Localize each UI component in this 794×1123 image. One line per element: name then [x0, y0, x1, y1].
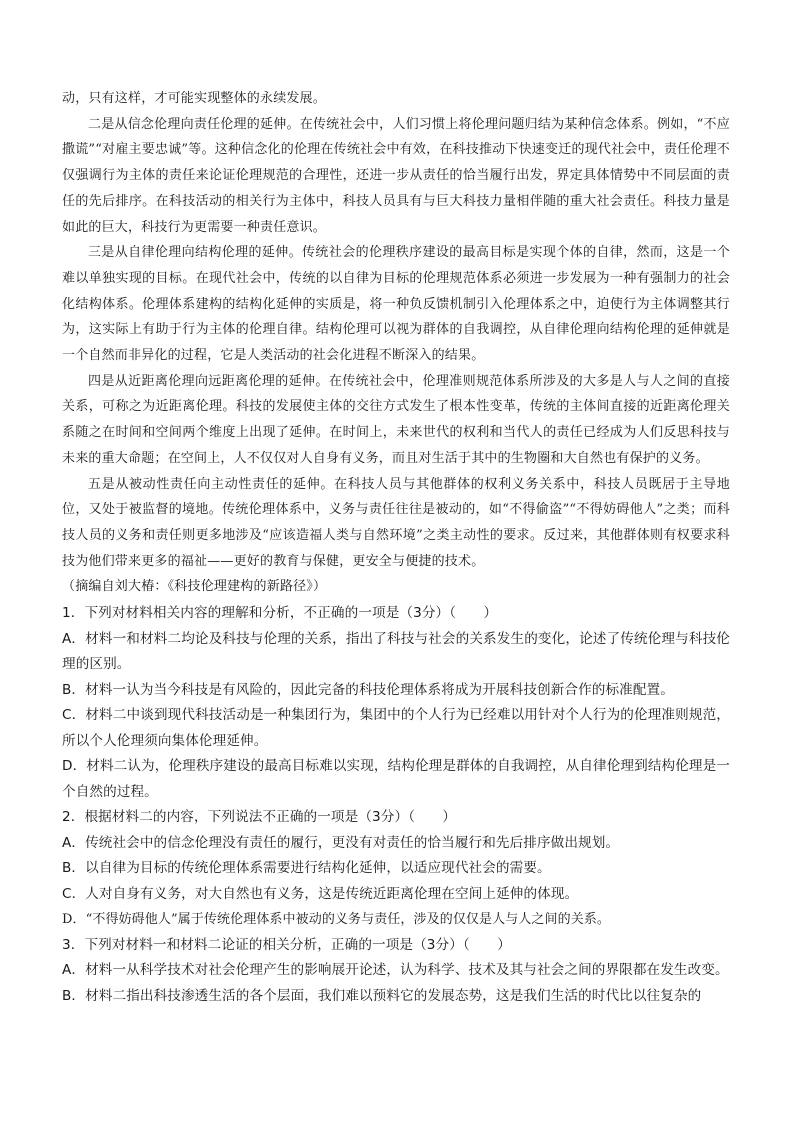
question-3-option-a: A．材料一从科学技术对社会伦理产生的影响展开论述，认为科学、技术及其与社会之间的界限都在发生改变。 — [62, 962, 729, 979]
question-section — [62, 601, 730, 1009]
question-3-stem: 3．下列对材料一和材料二论证的相关分析，正确的一项是（3分）（ ） — [62, 936, 511, 953]
passage-source: （摘编自刘大椿：《科技伦理建构的新路径》） — [62, 579, 327, 595]
question-1-option-c: C．材料二中谈到现代科技活动是一种集团行为，集团中的个人行为已经难以用针对个人行为的伦理准则规范，所以个人伦理须向集体伦理延伸。 — [62, 707, 730, 749]
question-2-option-c: C．人对自身有义务，对大自然也有义务，这是传统近距离伦理在空间上延伸的体现。 — [62, 885, 579, 902]
reading-passage — [62, 86, 730, 600]
question-2-option-d: D．“不得妨碍他人”属于传统伦理体系中被动的义务与责任，涉及的仅仅是人与人之间的关系。 — [62, 912, 611, 928]
passage-paragraph-5: 五是从被动性责任向主动性责任的延伸。在科技人员与其他群体的权利义务关系中，科技人员既居于主导地位，又处于被监督的境地。传统伦理体系中，义务与责任往往是被动的，如“不得偷盗”“不得妨碍他人”之类；而科技人员的义务和责任则更多地涉及“应该造福人类与自然环境”之类主动性的要求。反过来，其他群体则有权要求科技为他们带来更多的福祉——更好的教育与保健，更安全与便捷的技术。 — [62, 476, 730, 569]
exam-page — [62, 86, 730, 1009]
question-3-option-b: B．材料二指出科技渗透生活的各个层面，我们难以预料它的发展态势，这是我们生活的时代比以往复杂的 — [62, 987, 702, 1004]
passage-paragraph-3: 三是从自律伦理向结构伦理的延伸。传统社会的伦理秩序建设的最高目标是实现个体的自律，然而，这是一个难以单独实现的目标。在现代社会中，传统的以自律为目标的伦理规范体系必须进一步发展为一种有强制力的社会化结构体系。伦理体系建构的结构化延伸的实质是，将一种负反馈机制引入伦理体系之中，迫使行为主体调整其行为，这实际上有助于行为主体的伦理自律。结构伦理可以视为群体的自我调控，从自律伦理向结构伦理的延伸就是一个自然而非异化的过程，它是人类活动的社会化进程不断深入的结果。 — [62, 245, 730, 364]
passage-paragraph-1: 动，只有这样，才可能实现整体的永续发展。 — [62, 91, 327, 106]
passage-paragraph-4: 四是从近距离伦理向远距离伦理的延伸。在传统社会中，伦理准则规范体系所涉及的大多是人与人之间的直接关系，可称之为近距离伦理。科技的发展使主体的交往方式发生了根本性变革，传统的主体间直接的近距离伦理关系随之在时间和空间两个维度上出现了延伸。在时间上，未来世代的权利和当代人的责任已经成为人们反思科技与未来的重大命题；在空间上，人不仅仅对人自身有义务，而且对生活于其中的生物圈和大自然也有保护的义务。 — [62, 373, 730, 466]
question-2-option-a: A．传统社会中的信念伦理没有责任的履行，更没有对责任的恰当履行和先后排序做出规划。 — [62, 834, 620, 851]
question-1-option-b: B．材料一认为当今科技是有风险的，因此完备的科技伦理体系将成为开展科技创新合作的标准配置。 — [62, 681, 674, 698]
question-1-option-a: A．材料一和材料二均论及科技与伦理的关系，指出了科技与社会的关系发生的变化，论述了传统伦理与科技伦理的区别。 — [62, 630, 730, 673]
question-1-stem: 1．下列对材料相关内容的理解和分析，不正确的一项是（3分）（ ） — [62, 605, 498, 622]
question-1-option-d: D．材料二认为，伦理秩序建设的最高目标难以实现，结构伦理是群体的自我调控，从自律伦理到结构伦理是一个自然的过程。 — [62, 758, 730, 800]
question-2-stem: 2．根据材料二的内容，下列说法不正确的一项是（3分）（ ） — [62, 809, 457, 826]
passage-paragraph-2: 二是从信念伦理向责任伦理的延伸。在传统社会中，人们习惯上将伦理问题归结为某种信念体系。例如，“不应撒谎”“对雇主要忠诚”等。这种信念化的伦理在传统社会中有效，在科技推动下快速变迁的现代社会中，责任伦理不仅强调行为主体的责任来论证伦理规范的合理性，还进一步从责任的恰当履行出发，界定具体情势中不同层面的责任的先后排序。在科技活动的相关行为主体中，科技人员具有与巨大科技力量相伴随的重大社会责任。科技力量是如此的巨大，科技行为更需要一种责任意识。 — [62, 116, 730, 235]
question-2-option-b: B．以自律为目标的传统伦理体系需要进行结构化延伸，以适应现代社会的需要。 — [62, 860, 551, 877]
